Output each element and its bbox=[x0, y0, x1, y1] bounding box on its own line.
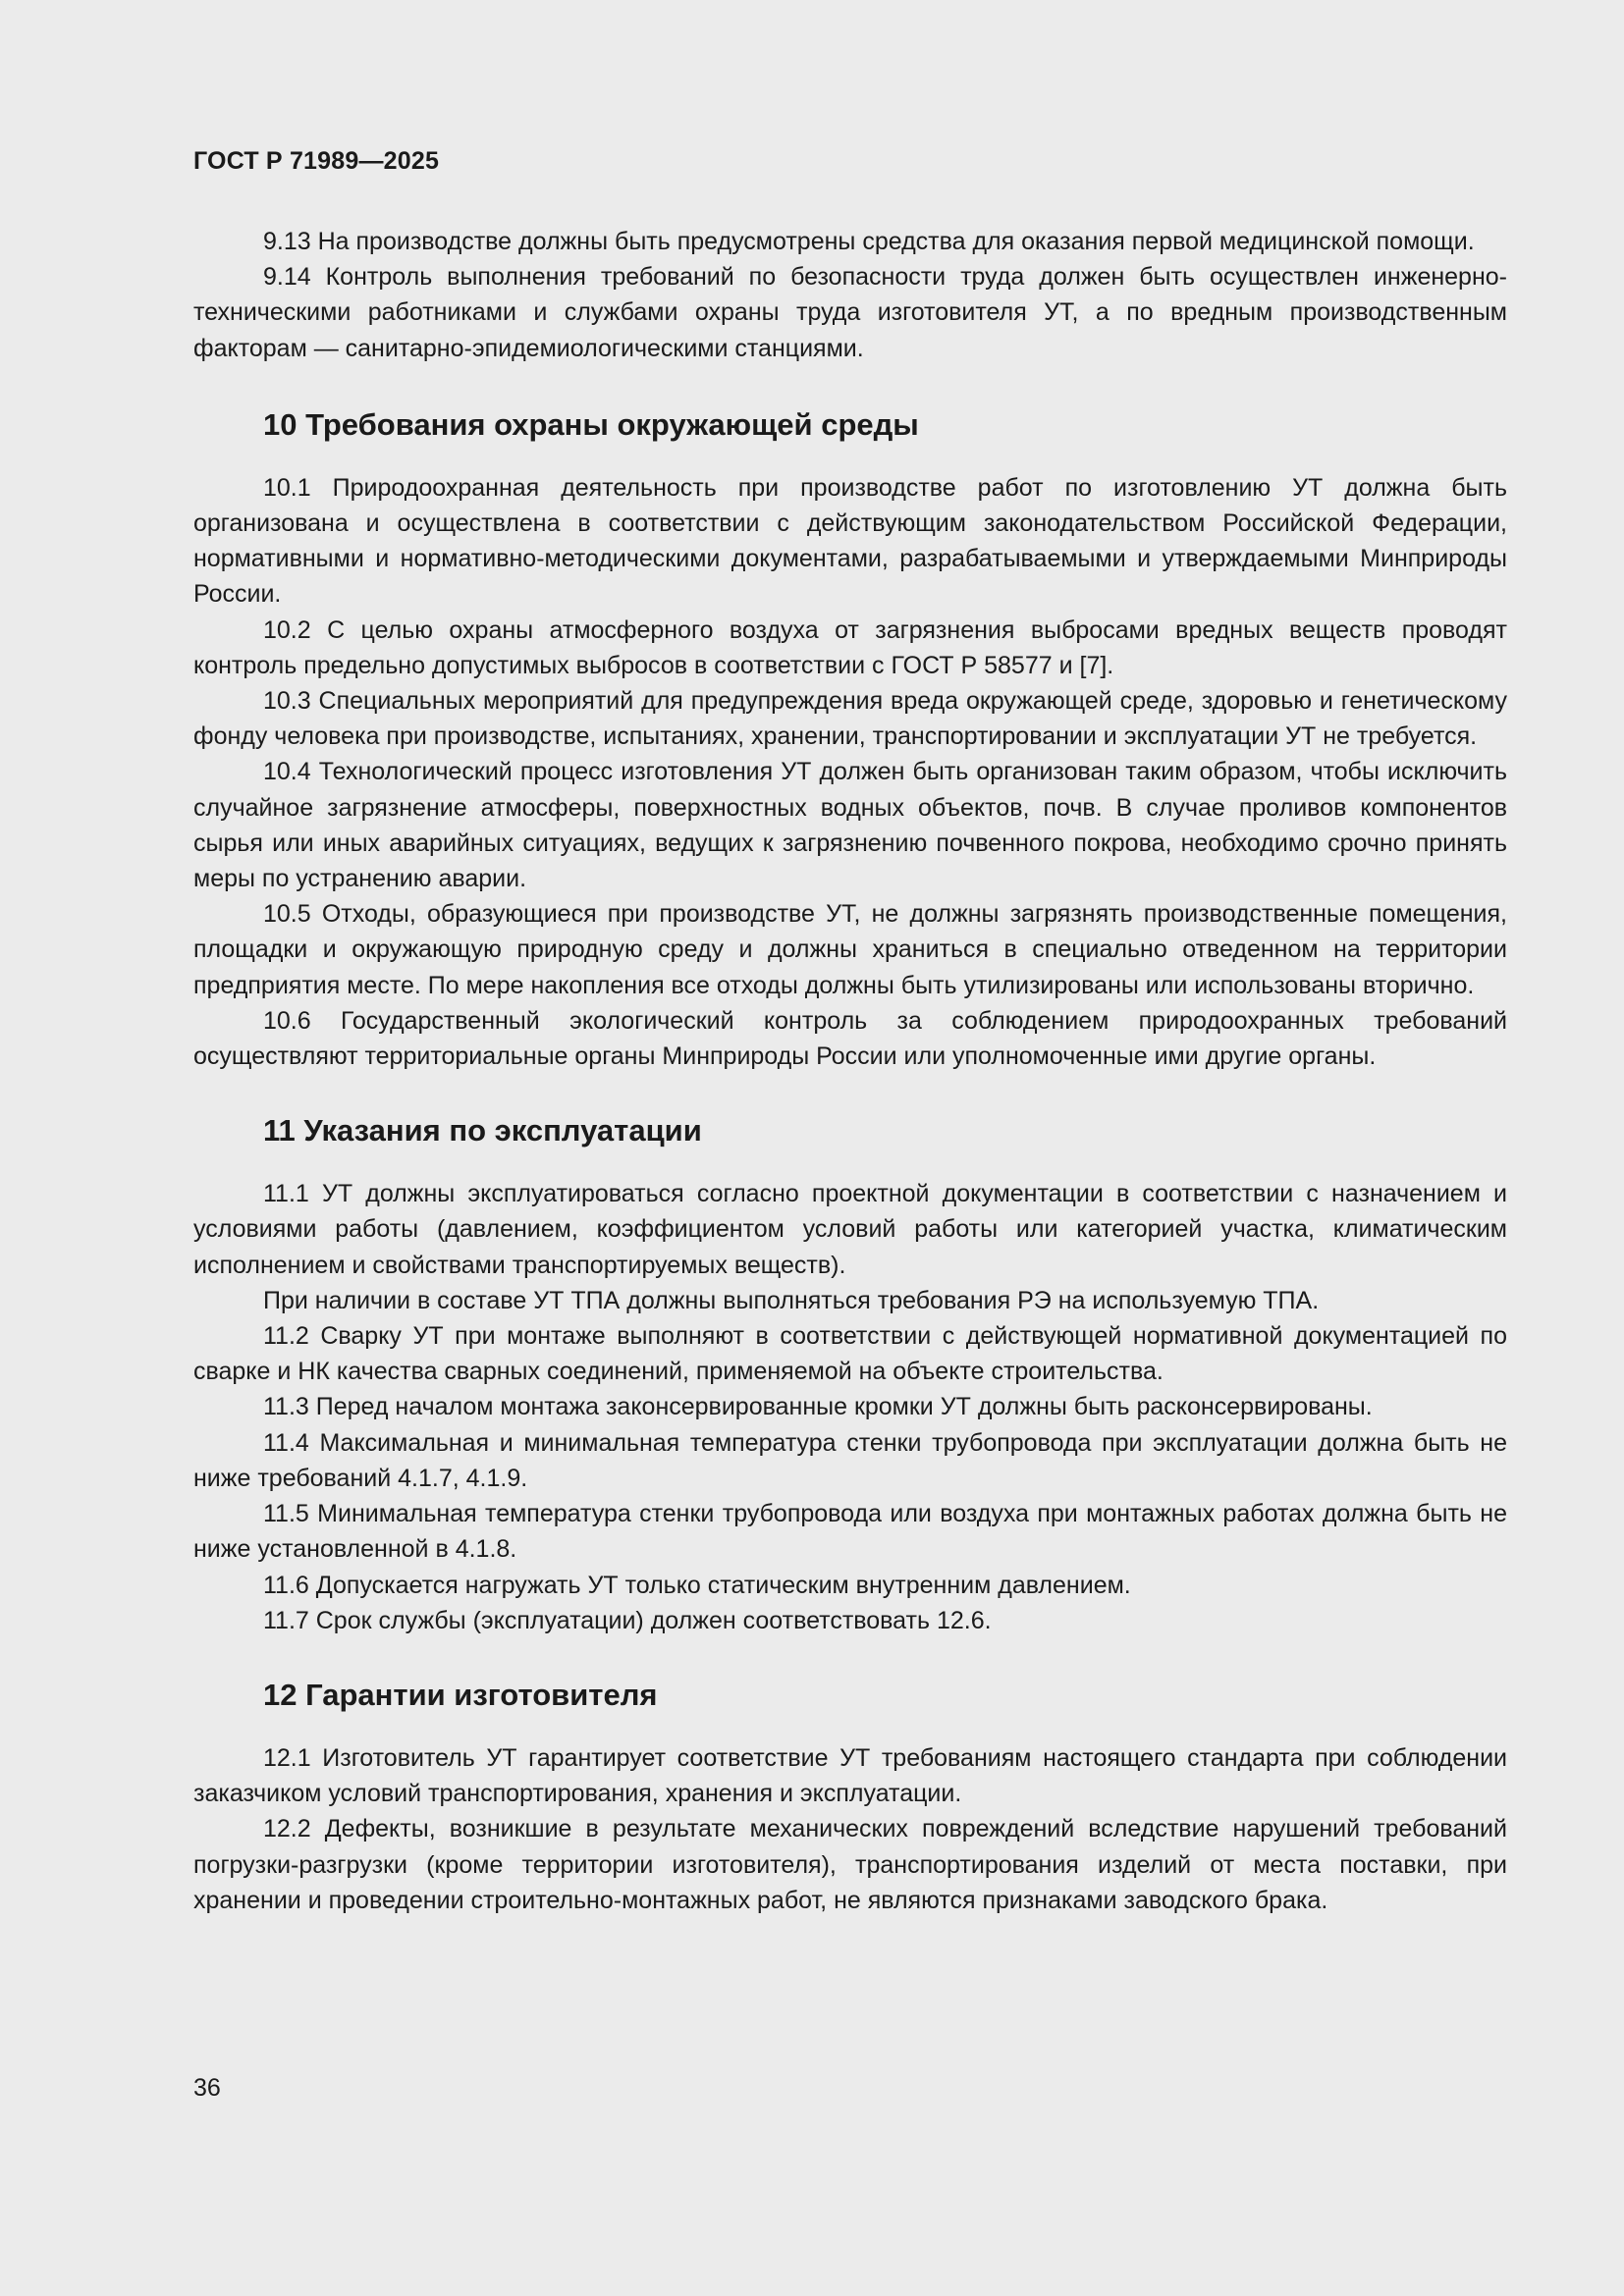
paragraph-10-6: 10.6 Государственный экологический контроль за соблюдением природоохранных требований осуществляют территориальные органы Минприроды России или уполномоченные ими другие органы. bbox=[193, 1006, 1507, 1071]
section-11-heading: 11 Указания по эксплуатации bbox=[263, 1113, 702, 1148]
paragraph-12-1: 12.1 Изготовитель УТ гарантирует соответствие УТ требованиям настоящего стандарта при соблюдении заказчиком условий транспортирования, хранения и эксплуатации. bbox=[193, 1743, 1507, 1808]
paragraph-10-1: 10.1 Природоохранная деятельность при производстве работ по изготовлению УТ должна быть организована и осуществлена в соответствии с действующим законодательством Российской Федерации, нормативными и нормативно-методическими документами, разрабатываемыми и утверждаемыми Минприроды России. bbox=[193, 473, 1507, 609]
document-header: ГОСТ Р 71989—2025 bbox=[193, 147, 440, 175]
paragraph-11-5: 11.5 Минимальная температура стенки трубопровода или воздуха при монтажных работах должна быть не ниже установленной в 4.1.8. bbox=[193, 1500, 1507, 1564]
page-number: 36 bbox=[193, 2074, 221, 2102]
paragraph-12-2: 12.2 Дефекты, возникшие в результате механических повреждений вследствие нарушений требований погрузки-разгрузки (кроме территории изготовителя), транспортирования изделий от места поставки, при хранении и проведении строительно-монтажных работ, не являются признаками заводского брака. bbox=[193, 1815, 1507, 1914]
paragraph-11-1-note: При наличии в составе УТ ТПА должны выполняться требования РЭ на используемую ТПА. bbox=[263, 1286, 1320, 1314]
paragraph-11-4: 11.4 Максимальная и минимальная температура стенки трубопровода при эксплуатации должна быть не ниже требований 4.1.7, 4.1.9. bbox=[193, 1428, 1507, 1492]
paragraph-11-3: 11.3 Перед началом монтажа законсервированные кромки УТ должны быть расконсервированы. bbox=[263, 1393, 1373, 1421]
document-body bbox=[193, 224, 1507, 1918]
paragraph-10-2: 10.2 С целью охраны атмосферного воздуха от загрязнения выбросами вредных веществ проводят контроль предельно допустимых выбросов в соответствии с ГОСТ Р 58577 и [7]. bbox=[193, 615, 1507, 679]
paragraph-11-1: 11.1 УТ должны эксплуатироваться согласно проектной документации в соответствии с назначением и условиями работы (давлением, коэффициентом условий работы или категорией участка, климатическим исполнением и свойствами транспортируемых веществ). bbox=[193, 1180, 1507, 1279]
paragraph-9-13: 9.13 На производстве должны быть предусмотрены средства для оказания первой медицинской помощи. bbox=[263, 228, 1475, 255]
paragraph-9-14: 9.14 Контроль выполнения требований по безопасности труда должен быть осуществлен инженерно-техническими работниками и службами охраны труда изготовителя УТ, а по вредным производственным факторам — санитарно-эпидемиологическими станциями. bbox=[193, 263, 1507, 362]
paragraph-10-3: 10.3 Специальных мероприятий для предупреждения вреда окружающей среде, здоровью и генетическому фонду человека при производстве, испытаниях, хранении, транспортировании и эксплуатации УТ не требуется. bbox=[193, 687, 1507, 751]
section-10-heading: 10 Требования охраны окружающей среды bbox=[263, 406, 919, 442]
paragraph-10-4: 10.4 Технологический процесс изготовления УТ должен быть организован таким образом, чтобы исключить случайное загрязнение атмосферы, поверхностных водных объектов, почв. В случае проливов компонентов сырья или иных аварийных ситуациях, ведущих к загрязнению почвенного покрова, необходимо срочно принять меры по устранению аварии. bbox=[193, 758, 1507, 893]
paragraph-11-6: 11.6 Допускается нагружать УТ только статическим внутренним давлением. bbox=[263, 1571, 1131, 1599]
section-12-heading: 12 Гарантии изготовителя bbox=[263, 1677, 658, 1712]
paragraph-11-2: 11.2 Сварку УТ при монтаже выполняют в соответствии с действующей нормативной документацией по сварке и НК качества сварных соединений, применяемой на объекте строительства. bbox=[193, 1322, 1507, 1386]
paragraph-10-5: 10.5 Отходы, образующиеся при производстве УТ, не должны загрязнять производственные помещения, площадки и окружающую природную среду и должны храниться в специально отведенном на территории предприятия месте. По мере накопления все отходы должны быть утилизированы или использованы вторично. bbox=[193, 900, 1507, 999]
paragraph-11-7: 11.7 Срок службы (эксплуатации) должен соответствовать 12.6. bbox=[263, 1606, 992, 1634]
